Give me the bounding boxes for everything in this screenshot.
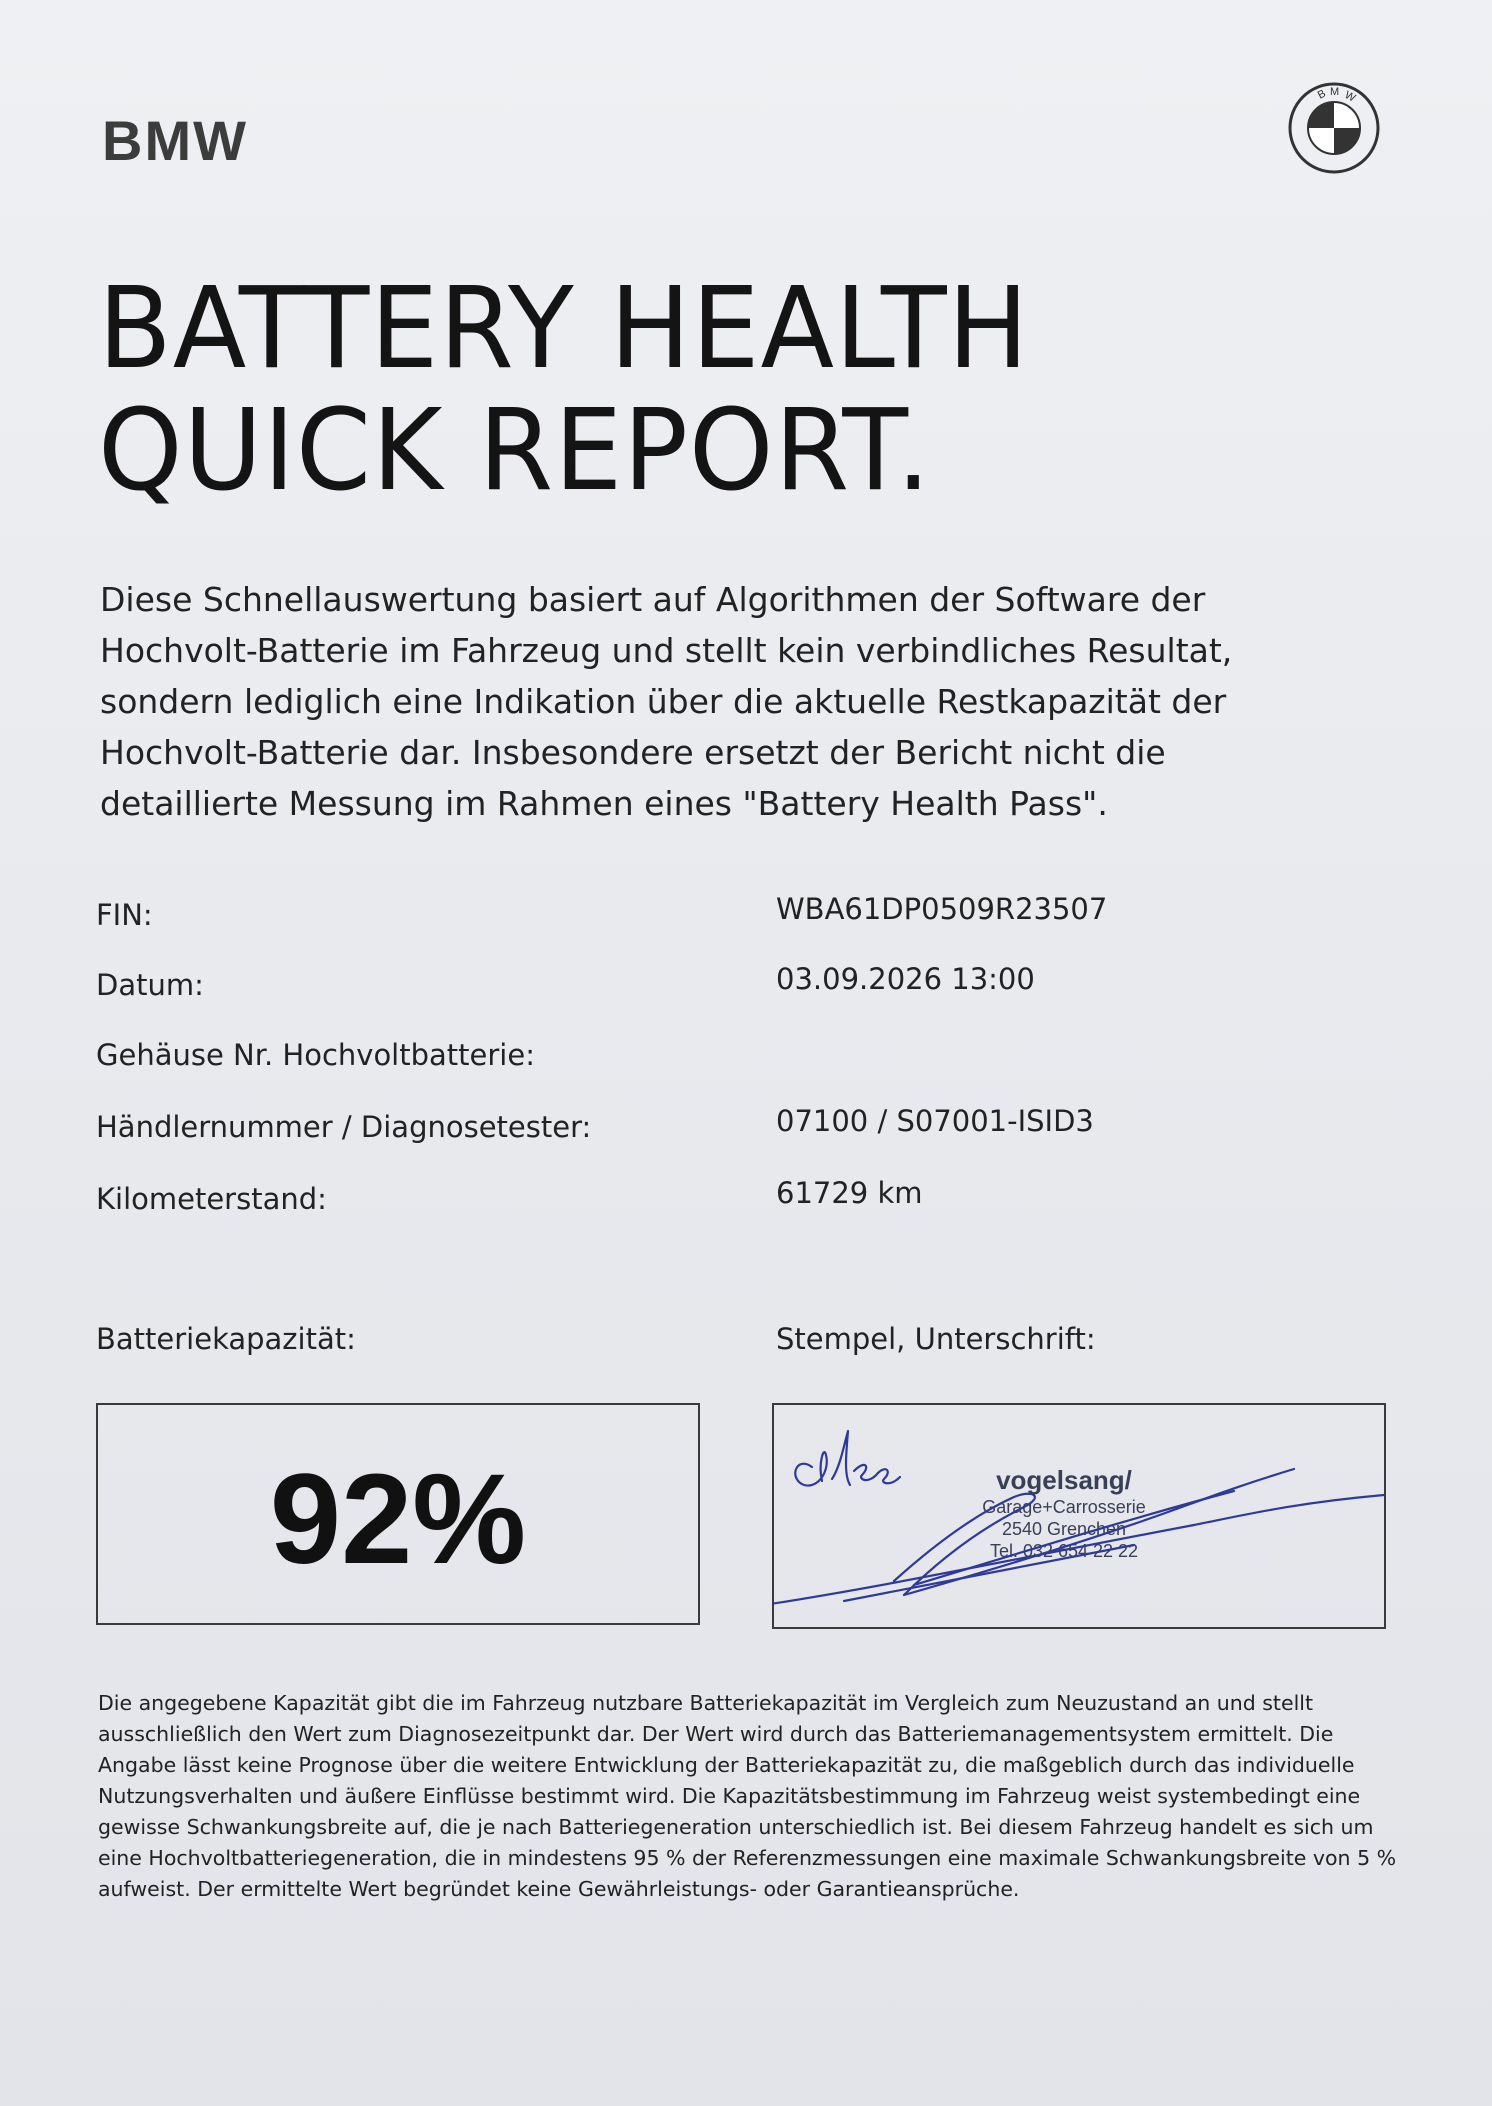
stamp-name: vogelsang/ [996, 1465, 1132, 1495]
svg-text:W: W [1342, 89, 1358, 105]
svg-text:B: B [1315, 87, 1328, 102]
svg-text:M: M [1330, 86, 1340, 98]
field-value: WBA61DP0509R23507 [776, 892, 1108, 926]
stamp-label: Stempel, Unterschrift: [776, 1322, 1096, 1356]
capacity-label: Batteriekapazität: [96, 1322, 356, 1356]
stamp-line: Garage+Carrosserie [982, 1497, 1146, 1517]
stamp-line: 2540 Grenchen [1001, 1519, 1127, 1539]
capacity-box [96, 1403, 700, 1625]
field-label: Kilometerstand: [96, 1182, 327, 1216]
field-label: Gehäuse Nr. Hochvoltbatterie: [96, 1038, 535, 1072]
field-label: Händlernummer / Diagnosetester: [96, 1110, 592, 1144]
capacity-value: 92% [269, 1448, 527, 1591]
field-battery-housing-number [96, 1038, 1216, 1088]
field-datum [96, 962, 1216, 1018]
field-mileage [96, 1176, 1216, 1232]
field-value: 03.09.2026 13:00 [776, 962, 1035, 996]
dealer-stamp [934, 1465, 1194, 1562]
field-label: Datum: [96, 968, 204, 1002]
brand-wordmark: BMW [102, 109, 248, 172]
field-value: 61729 km [776, 1176, 923, 1210]
bmw-roundel-icon [1288, 82, 1380, 174]
stamp-line: Tel. 032 654 22 22 [989, 1541, 1139, 1561]
disclaimer-paragraph: Die angegebene Kapazität gibt die im Fahrzeug nutzbare Batteriekapazität im Vergleich zum Neuzustand an und stellt ausschließlich den Wert zum Diagnosezeitpunkt dar. Der Wert wird durch das Batteriemanagementsystem ermittelt. Die Angabe lässt keine Prognose über die weitere Entwicklung der Batteriekapazität zu, die maßgeblich durch das individuelle Nutzungsverhalten und äußere Einflüsse bestimmt wird. Die Kapazitätsbestimmung im Fahrzeug weist systembedingt eine gewisse Schwankungsbreite auf, die je nach Batteriegeneration unterschiedlich ist. Bei diesem Fahrzeug handelt es sich um eine Hochvoltbatteriegeneration, die in mindestens 95 % der Referenzmessungen eine maximale Schwankungsbreite von 5 % aufweist. Der ermittelte Wert begründet keine Gewährleistungs- oder Garantieansprüche. [98, 1691, 1397, 1901]
field-fin [96, 892, 1216, 948]
field-value: 07100 / S07001-ISID3 [776, 1104, 1094, 1138]
intro-paragraph: Diese Schnellauswertung basiert auf Algorithmen der Software der Hochvolt-Batterie im Fahrzeug und stellt kein verbindliches Resultat, sondern lediglich eine Indikation über die aktuelle Restkapazität der Hochvolt-Batterie dar. Insbesondere ersetzt der Bericht nicht die detaillierte Messung im Rahmen eines "Battery Health Pass". [100, 580, 1233, 823]
report-title-line-1: BATTERY HEALTH [98, 264, 1030, 394]
field-label: FIN: [96, 898, 153, 932]
report-title-line-2: QUICK REPORT. [98, 386, 932, 516]
report-title [98, 264, 1030, 516]
field-dealer-tester [96, 1104, 1216, 1160]
stamp-signature-box [772, 1403, 1386, 1629]
